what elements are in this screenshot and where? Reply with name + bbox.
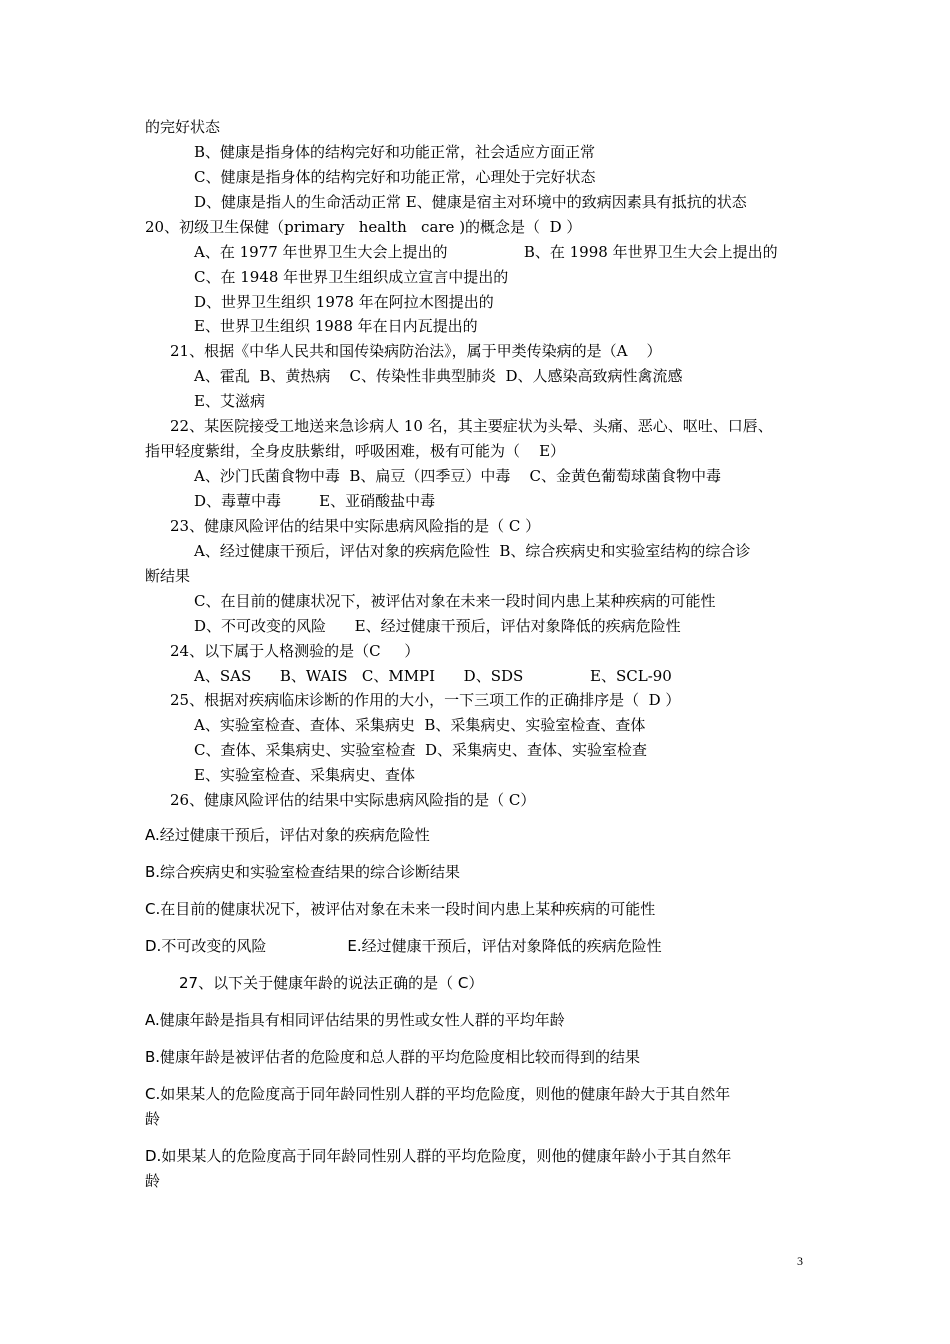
text-line: 龄 [145,1172,161,1190]
text-line: 21、根据《中华人民共和国传染病防治法》，属于甲类传染病的是（A ） [170,342,662,360]
text-line: A、在 1977 年世界卫生大会上提出的 B、在 1998 年世界卫生大会上提出的 [194,243,778,261]
text-line: B、健康是指身体的结构完好和功能正常，社会适应方面正常 [194,143,596,161]
text-line: C.在目前的健康状况下，被评估对象在未来一段时间内患上某种疾病的可能性 [145,900,656,918]
text-line: C、在 1948 年世界卫生组织成立宣言中提出的 [194,268,509,286]
text-line: 20、初级卫生保健（primary health care )的概念是（ D ） [145,218,582,236]
text-line: 指甲轻度紫绀，全身皮肤紫绀，呼吸困难，极有可能为（ E） [145,442,566,460]
text-line: A、经过健康干预后，评估对象的疾病危险性 B、综合疾病史和实验室结构的综合诊 [194,542,751,560]
text-line: C、查体、采集病史、实验室检查 D、采集病史、查体、实验室检查 [194,741,648,759]
text-line: 25、根据对疾病临床诊断的作用的大小，一下三项工作的正确排序是（ D ） [170,691,681,709]
text-line: A、实验室检查、查体、采集病史 B、采集病史、实验室检查、查体 [194,716,646,734]
text-line: A.经过健康干预后，评估对象的疾病危险性 [145,826,430,844]
text-line: 24、以下属于人格测验的是（C ） [170,642,420,660]
text-line: D、不可改变的风险 E、经过健康干预后，评估对象降低的疾病危险性 [194,617,681,635]
text-line: B.综合疾病史和实验室检查结果的综合诊断结果 [145,863,461,881]
text-line: 26、健康风险评估的结果中实际患病风险指的是（ C） [170,791,536,809]
text-line: E、实验室检查、采集病史、查体 [194,766,415,784]
text-line: E、艾滋病 [194,392,265,410]
text-line: C、健康是指身体的结构完好和功能正常，心理处于完好状态 [194,168,596,186]
text-line: A、SAS B、WAIS C、MMPI D、SDS E、SCL-90 [194,667,672,685]
text-line: 龄 [145,1110,161,1128]
text-line: 27、以下关于健康年龄的说法正确的是（ C） [179,974,484,992]
text-line: E、世界卫生组织 1988 年在日内瓦提出的 [194,317,478,335]
text-line: 22、某医院接受工地送来急诊病人 10 名，其主要症状为头晕、头痛、恶心、呕吐、口唇、 [170,417,773,435]
text-line: A、霍乱 B、黄热病 C、传染性非典型肺炎 D、人感染高致病性禽流感 [194,367,683,385]
text-line: 23、健康风险评估的结果中实际患病风险指的是（ C ） [170,517,541,535]
text-line: D、世界卫生组织 1978 年在阿拉木图提出的 [194,293,494,311]
text-line: D、毒蕈中毒 E、亚硝酸盐中毒 [194,492,436,510]
text-line: D.如果某人的危险度高于同年龄同性别人群的平均危险度，则他的健康年龄小于其自然年 [145,1147,732,1165]
text-line: B.健康年龄是被评估者的危险度和总人群的平均危险度相比较而得到的结果 [145,1048,641,1066]
page-number: 3 [797,1254,803,1268]
text-line: A.健康年龄是指具有相同评估结果的男性或女性人群的平均年龄 [145,1011,565,1029]
text-line: 的完好状态 [145,118,221,136]
text-line: A、沙门氏菌食物中毒 B、扁豆（四季豆）中毒 C、金黄色葡萄球菌食物中毒 [194,467,721,485]
text-line: D.不可改变的风险 E.经过健康干预后，评估对象降低的疾病危险性 [145,937,662,955]
text-line: 断结果 [145,567,191,585]
text-line: C.如果某人的危险度高于同年龄同性别人群的平均危险度，则他的健康年龄大于其自然年 [145,1085,731,1103]
text-line: C、在目前的健康状况下，被评估对象在未来一段时间内患上某种疾病的可能性 [194,592,716,610]
text-line: D、健康是指人的生命活动正常 E、健康是宿主对环境中的致病因素具有抵抗的状态 [194,193,747,211]
